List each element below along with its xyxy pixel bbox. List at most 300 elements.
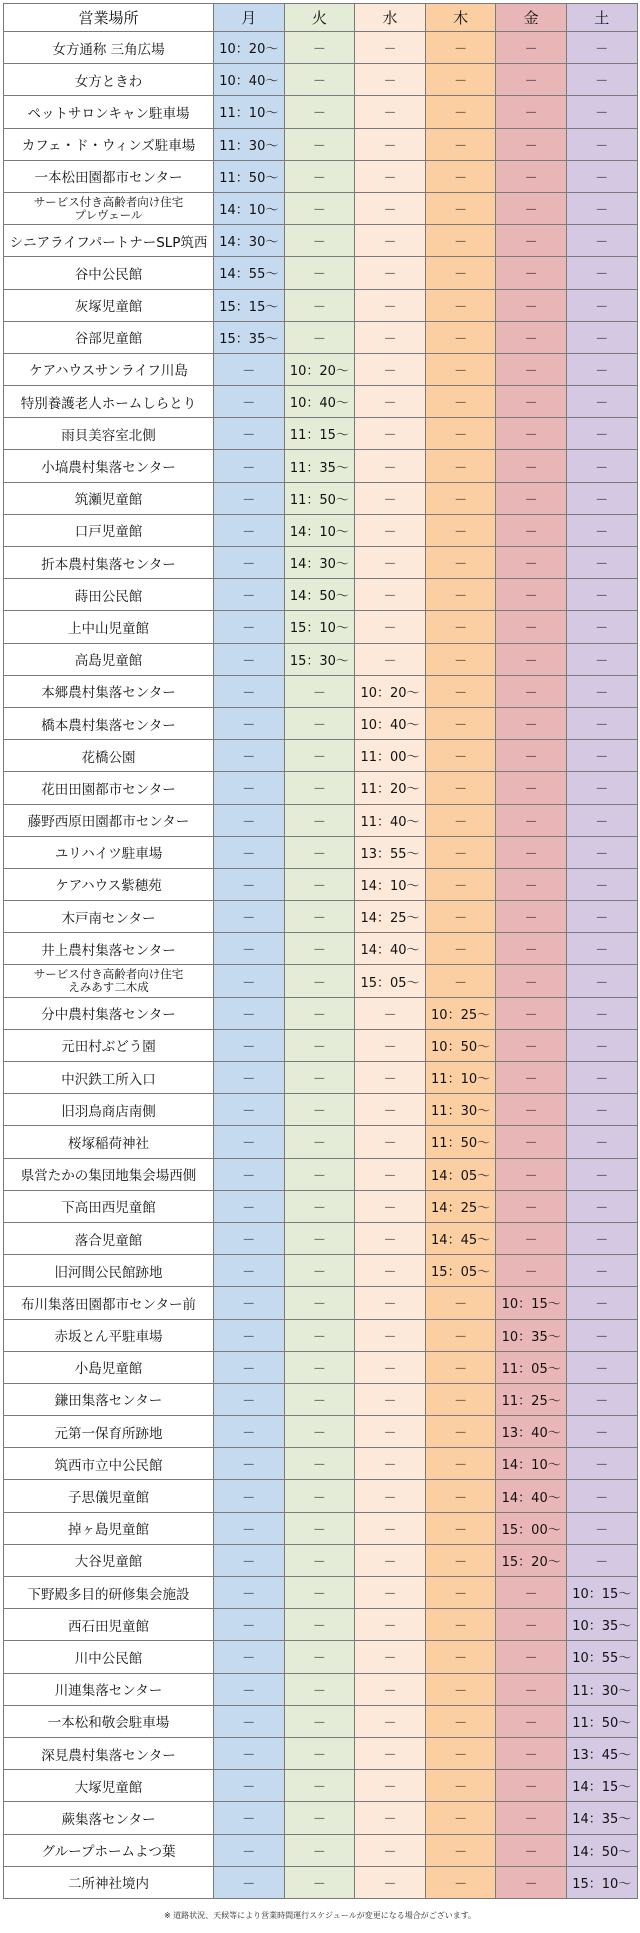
time-cell-thu: － [425,1480,496,1512]
time-cell-fri: 14：40～ [496,1480,567,1512]
time-cell-sat: 11：30～ [566,1673,637,1705]
time-cell-fri: － [496,1577,567,1609]
table-row [4,1480,638,1512]
time-cell-fri: － [496,933,567,965]
table-row [4,1544,638,1576]
time-cell-thu: － [425,1448,496,1480]
time-cell-thu: － [425,450,496,482]
time-cell-mon: － [214,1319,285,1351]
time-cell-thu: － [425,965,496,997]
time-cell-thu: － [425,579,496,611]
time-cell-wed: － [355,514,426,546]
time-cell-sat: － [566,1512,637,1544]
time-cell-fri: 11：25～ [496,1383,567,1415]
time-cell-mon: － [214,933,285,965]
table-row [4,547,638,579]
place-name: 花橋公園 [4,740,214,772]
time-cell-thu: － [425,128,496,160]
time-cell-thu: － [425,96,496,128]
time-cell-wed: － [355,257,426,289]
time-cell-tue: － [284,1802,355,1834]
time-cell-tue: － [284,321,355,353]
time-cell-sat: － [566,836,637,868]
time-cell-thu: 14：05～ [425,1158,496,1190]
time-cell-fri: － [496,1770,567,1802]
table-row [4,450,638,482]
time-cell-thu: － [425,675,496,707]
time-cell-fri: － [496,997,567,1029]
time-cell-mon: － [214,997,285,1029]
time-cell-sat: － [566,1222,637,1254]
time-cell-tue: － [284,1029,355,1061]
time-cell-fri: － [496,547,567,579]
time-cell-thu: － [425,547,496,579]
time-cell-thu: － [425,192,496,224]
time-cell-fri: － [496,1866,567,1898]
time-cell-sat: － [566,1416,637,1448]
schedule-body [4,32,638,1899]
time-cell-fri: － [496,386,567,418]
table-row [4,772,638,804]
time-cell-tue: － [284,128,355,160]
time-cell-sat: － [566,675,637,707]
time-cell-fri: － [496,1126,567,1158]
place-name: 女方通称 三角広場 [4,32,214,64]
time-cell-sat: 14：15～ [566,1770,637,1802]
time-cell-sat: － [566,386,637,418]
table-row [4,192,638,224]
time-cell-thu: 11：50～ [425,1126,496,1158]
time-cell-fri: － [496,353,567,385]
time-cell-fri: － [496,579,567,611]
time-cell-thu: 11：10～ [425,1062,496,1094]
time-cell-sat: 14：50～ [566,1834,637,1866]
time-cell-wed: － [355,1416,426,1448]
time-cell-thu: － [425,257,496,289]
time-cell-sat: － [566,1319,637,1351]
time-cell-sat: － [566,707,637,739]
time-cell-wed: 13：55～ [355,836,426,868]
place-name: 深見農村集落センター [4,1737,214,1769]
table-row [4,997,638,1029]
time-cell-tue: － [284,1222,355,1254]
table-row [4,901,638,933]
time-cell-sat: － [566,868,637,900]
time-cell-fri: － [496,965,567,997]
time-cell-tue: － [284,1158,355,1190]
time-cell-fri: － [496,868,567,900]
time-cell-fri: 10：35～ [496,1319,567,1351]
time-cell-sat: － [566,579,637,611]
time-cell-wed: － [355,643,426,675]
place-name: 口戸児童館 [4,514,214,546]
time-cell-tue: 10：40～ [284,386,355,418]
table-row [4,257,638,289]
place-name: 灰塚児童館 [4,289,214,321]
time-cell-thu: － [425,225,496,257]
time-cell-fri: － [496,160,567,192]
schedule-sheet [3,3,637,1899]
table-row [4,128,638,160]
time-cell-fri: － [496,772,567,804]
table-row [4,868,638,900]
time-cell-wed: － [355,450,426,482]
table-row [4,1802,638,1834]
time-cell-thu: 14：25～ [425,1190,496,1222]
table-row [4,1866,638,1898]
time-cell-tue: － [284,257,355,289]
time-cell-tue: － [284,1866,355,1898]
time-cell-wed: － [355,1705,426,1737]
time-cell-fri: 11：05～ [496,1351,567,1383]
time-cell-fri: － [496,707,567,739]
time-cell-mon: 10：40～ [214,64,285,96]
table-row [4,675,638,707]
time-cell-mon: － [214,1383,285,1415]
time-cell-tue: － [284,1448,355,1480]
time-cell-sat: － [566,1544,637,1576]
place-name: 筑西市立中公民館 [4,1448,214,1480]
table-row [4,1319,638,1351]
table-row [4,482,638,514]
time-cell-sat: － [566,160,637,192]
time-cell-tue: 14：10～ [284,514,355,546]
time-cell-mon: － [214,1737,285,1769]
time-cell-wed: － [355,1641,426,1673]
time-cell-tue: 11：35～ [284,450,355,482]
time-cell-thu: － [425,160,496,192]
time-cell-sat: － [566,257,637,289]
time-cell-mon: － [214,1190,285,1222]
time-cell-mon: － [214,1770,285,1802]
time-cell-sat: － [566,740,637,772]
time-cell-fri: － [496,1641,567,1673]
time-cell-mon: 14：30～ [214,225,285,257]
day-header-mon: 月 [214,4,285,32]
time-cell-mon: － [214,740,285,772]
time-cell-fri: 14：10～ [496,1448,567,1480]
time-cell-wed: － [355,1222,426,1254]
time-cell-tue: － [284,96,355,128]
place-name: 下高田西児童館 [4,1190,214,1222]
time-cell-fri: － [496,1673,567,1705]
time-cell-sat: － [566,1448,637,1480]
time-cell-thu: － [425,1287,496,1319]
time-cell-wed: － [355,1802,426,1834]
table-row [4,579,638,611]
time-cell-mon: － [214,1577,285,1609]
time-cell-sat: － [566,1029,637,1061]
time-cell-mon: － [214,643,285,675]
time-cell-mon: － [214,836,285,868]
time-cell-fri: 10：15～ [496,1287,567,1319]
place-name: 谷部児童館 [4,321,214,353]
table-row [4,1512,638,1544]
time-cell-sat: － [566,1094,637,1126]
time-cell-mon: － [214,579,285,611]
time-cell-wed: － [355,1190,426,1222]
time-cell-fri: 13：40～ [496,1416,567,1448]
time-cell-mon: 14：55～ [214,257,285,289]
time-cell-thu: － [425,1577,496,1609]
time-cell-sat: 14：35～ [566,1802,637,1834]
time-cell-mon: 10：20～ [214,32,285,64]
table-row [4,804,638,836]
time-cell-wed: － [355,1834,426,1866]
table-row [4,32,638,64]
time-cell-sat: － [566,192,637,224]
time-cell-mon: － [214,547,285,579]
time-cell-sat: － [566,64,637,96]
table-row [4,514,638,546]
time-cell-mon: － [214,418,285,450]
place-name: 木戸南センター [4,901,214,933]
table-row [4,1641,638,1673]
time-cell-tue: － [284,1544,355,1576]
time-cell-wed: － [355,997,426,1029]
time-cell-thu: － [425,1802,496,1834]
table-row [4,1577,638,1609]
time-cell-tue: － [284,1094,355,1126]
table-row [4,1126,638,1158]
time-cell-tue: － [284,1319,355,1351]
time-cell-wed: － [355,1126,426,1158]
time-cell-mon: － [214,1641,285,1673]
place-name: サービス付き高齢者向け住宅 プレヴェール [4,192,214,224]
time-cell-thu: － [425,1512,496,1544]
time-cell-mon: － [214,1673,285,1705]
time-cell-tue: － [284,965,355,997]
time-cell-sat: － [566,450,637,482]
time-cell-wed: － [355,547,426,579]
time-cell-tue: － [284,675,355,707]
time-cell-wed: 11：20～ [355,772,426,804]
time-cell-thu: 15：05～ [425,1255,496,1287]
time-cell-sat: － [566,933,637,965]
time-cell-sat: － [566,1190,637,1222]
time-cell-fri: － [496,1029,567,1061]
time-cell-sat: － [566,643,637,675]
time-cell-fri: － [496,1609,567,1641]
time-cell-fri: － [496,1705,567,1737]
time-cell-mon: － [214,1062,285,1094]
time-cell-tue: － [284,1255,355,1287]
time-cell-fri: － [496,418,567,450]
time-cell-fri: － [496,611,567,643]
time-cell-tue: － [284,868,355,900]
table-row [4,321,638,353]
place-name: 花田田園都市センター [4,772,214,804]
time-cell-thu: － [425,804,496,836]
time-cell-wed: － [355,128,426,160]
table-row [4,1383,638,1415]
time-cell-sat: － [566,1383,637,1415]
time-cell-thu: － [425,386,496,418]
time-cell-fri: － [496,450,567,482]
time-cell-thu: － [425,1705,496,1737]
time-cell-sat: － [566,289,637,321]
place-name: 県営たかの集団地集会場西側 [4,1158,214,1190]
time-cell-fri: － [496,192,567,224]
time-cell-thu: － [425,321,496,353]
table-row [4,707,638,739]
place-name: 蒔田公民館 [4,579,214,611]
time-cell-fri: － [496,740,567,772]
time-cell-fri: － [496,32,567,64]
time-cell-mon: － [214,1512,285,1544]
time-cell-mon: － [214,1222,285,1254]
time-cell-sat: － [566,514,637,546]
time-cell-tue: 15：30～ [284,643,355,675]
time-cell-sat: － [566,32,637,64]
time-cell-mon: － [214,1544,285,1576]
time-cell-wed: － [355,1866,426,1898]
time-cell-sat: － [566,997,637,1029]
time-cell-tue: － [284,997,355,1029]
time-cell-mon: 11：10～ [214,96,285,128]
place-name: 分中農村集落センター [4,997,214,1029]
time-cell-tue: 11：50～ [284,482,355,514]
place-name: 赤坂とん平駐車場 [4,1319,214,1351]
time-cell-tue: 14：30～ [284,547,355,579]
time-cell-fri: － [496,1834,567,1866]
time-cell-mon: － [214,353,285,385]
place-name: 上中山児童館 [4,611,214,643]
time-cell-thu: － [425,353,496,385]
time-cell-wed: － [355,64,426,96]
time-cell-tue: 10：20～ [284,353,355,385]
place-name: 掉ヶ島児童館 [4,1512,214,1544]
time-cell-tue: － [284,1383,355,1415]
schedule-table [3,3,638,1899]
time-cell-wed: － [355,32,426,64]
table-row [4,96,638,128]
time-cell-wed: － [355,1062,426,1094]
day-header-thu: 木 [425,4,496,32]
time-cell-thu: － [425,1673,496,1705]
time-cell-wed: － [355,1577,426,1609]
time-cell-sat: 10：15～ [566,1577,637,1609]
time-cell-tue: － [284,1287,355,1319]
time-cell-wed: － [355,192,426,224]
place-name: ケアハウスサンライフ川島 [4,353,214,385]
table-row [4,1158,638,1190]
time-cell-tue: － [284,160,355,192]
time-cell-fri: － [496,1062,567,1094]
time-cell-sat: 10：55～ [566,1641,637,1673]
place-name: 筑瀬児童館 [4,482,214,514]
header-row [4,4,638,32]
time-cell-mon: － [214,1351,285,1383]
table-row [4,1094,638,1126]
time-cell-mon: 15：15～ [214,289,285,321]
table-row [4,1062,638,1094]
time-cell-tue: － [284,772,355,804]
time-cell-thu: 10：25～ [425,997,496,1029]
place-name: 大谷児童館 [4,1544,214,1576]
time-cell-thu: － [425,32,496,64]
time-cell-sat: － [566,418,637,450]
time-cell-mon: － [214,1029,285,1061]
time-cell-tue: － [284,32,355,64]
time-cell-sat: － [566,1126,637,1158]
time-cell-tue: － [284,804,355,836]
time-cell-wed: 10：20～ [355,675,426,707]
table-row [4,933,638,965]
table-row [4,965,638,997]
time-cell-thu: － [425,868,496,900]
place-name: 旧羽鳥商店南側 [4,1094,214,1126]
time-cell-mon: － [214,1609,285,1641]
time-cell-fri: － [496,128,567,160]
time-cell-thu: 10：50～ [425,1029,496,1061]
time-cell-thu: － [425,933,496,965]
time-cell-fri: － [496,1737,567,1769]
time-cell-fri: － [496,321,567,353]
time-cell-fri: － [496,1222,567,1254]
day-header-tue: 火 [284,4,355,32]
table-row [4,1029,638,1061]
time-cell-wed: － [355,1544,426,1576]
time-cell-tue: － [284,836,355,868]
day-header-wed: 水 [355,4,426,32]
time-cell-tue: － [284,1609,355,1641]
time-cell-thu: － [425,1770,496,1802]
time-cell-mon: － [214,901,285,933]
time-cell-thu: － [425,289,496,321]
time-cell-mon: － [214,1287,285,1319]
table-row [4,740,638,772]
time-cell-wed: 15：05～ [355,965,426,997]
table-row [4,160,638,192]
time-cell-wed: － [355,289,426,321]
time-cell-fri: 15：00～ [496,1512,567,1544]
time-cell-tue: － [284,901,355,933]
place-name: 蕨集落センター [4,1802,214,1834]
time-cell-thu: － [425,482,496,514]
time-cell-thu: － [425,1641,496,1673]
time-cell-thu: 14：45～ [425,1222,496,1254]
time-cell-thu: － [425,1866,496,1898]
time-cell-sat: 13：45～ [566,1737,637,1769]
place-name: 藤野西原田園都市センター [4,804,214,836]
time-cell-thu: － [425,1609,496,1641]
time-cell-tue: － [284,1673,355,1705]
time-cell-fri: － [496,1255,567,1287]
place-name: シニアライフパートナーSLP筑西 [4,225,214,257]
time-cell-mon: － [214,868,285,900]
time-cell-thu: － [425,1416,496,1448]
time-cell-mon: 15：35～ [214,321,285,353]
time-cell-sat: － [566,1062,637,1094]
time-cell-thu: － [425,772,496,804]
time-cell-wed: － [355,1609,426,1641]
time-cell-sat: － [566,901,637,933]
time-cell-wed: － [355,225,426,257]
time-cell-sat: － [566,1158,637,1190]
time-cell-fri: － [496,96,567,128]
table-row [4,1190,638,1222]
time-cell-mon: 14：10～ [214,192,285,224]
time-cell-wed: － [355,1029,426,1061]
time-cell-tue: － [284,933,355,965]
place-name: 女方ときわ [4,64,214,96]
time-cell-thu: － [425,1383,496,1415]
time-cell-mon: 11：50～ [214,160,285,192]
place-name: 谷中公民館 [4,257,214,289]
table-row [4,1609,638,1641]
table-row [4,1416,638,1448]
